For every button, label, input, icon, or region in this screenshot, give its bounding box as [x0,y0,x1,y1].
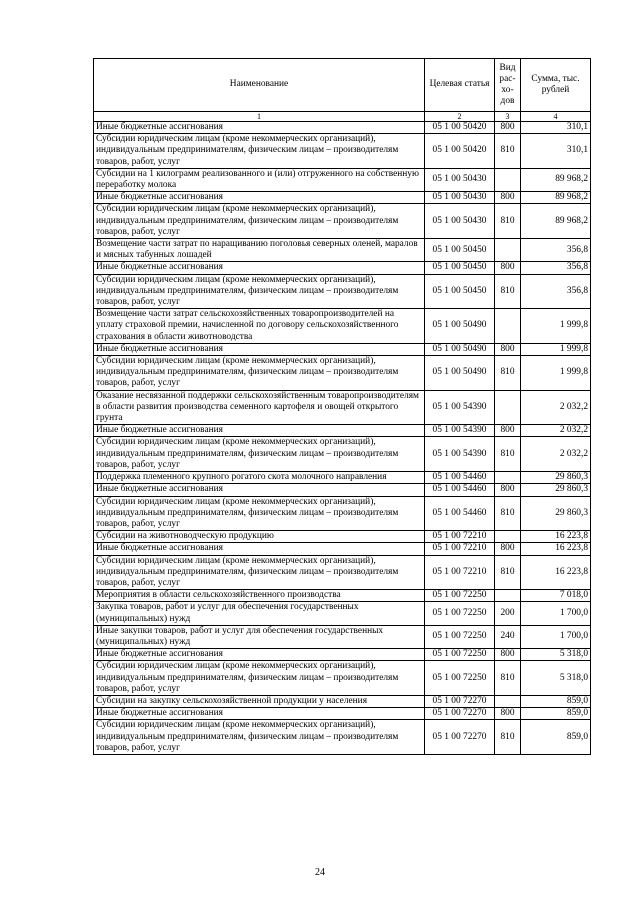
table-row [94,134,591,169]
cell-expense-type: 800 [495,543,521,555]
cell-sum: 7 018,0 [521,590,591,602]
cell-name: Субсидии на животноводческую продукцию [94,531,425,543]
cell-sum: 1 999,8 [521,309,591,344]
cell-expense-type: 810 [495,134,521,169]
cell-name: Субсидии на 1 килограмм реализованного и (или) отгруженного на собственную переработку молока [94,168,425,191]
cell-name: Субсидии на закупку сельскохозяйственной продукции у населения [94,695,425,707]
table-row [94,590,591,602]
cell-target-article: 05 1 00 54460 [425,484,495,496]
table-row [94,708,591,720]
cell-expense-type [495,390,521,425]
cell-sum: 356,8 [521,239,591,262]
cell-expense-type: 810 [495,496,521,531]
table-row [94,192,591,204]
table-row [94,555,591,590]
table-row [94,472,591,484]
cell-target-article: 05 1 00 54390 [425,390,495,425]
cell-name: Субсидии юридическим лицам (кроме некоммерческих организаций), индивидуальным предпринимателям, физическим лицам – производителям товаров, работ, услуг [94,437,425,472]
budget-table [93,58,591,755]
table-row [94,204,591,239]
cell-target-article: 05 1 00 72210 [425,543,495,555]
cell-expense-type [495,590,521,602]
cell-target-article: 05 1 00 72210 [425,555,495,590]
cell-name: Субсидии юридическим лицам (кроме некоммерческих организаций), индивидуальным предпринимателям, физическим лицам – производителям товаров, работ, услуг [94,661,425,696]
table-row [94,543,591,555]
cell-name: Субсидии юридическим лицам (кроме некоммерческих организаций), индивидуальным предпринимателям, физическим лицам – производителям товаров, работ, услуг [94,496,425,531]
cell-target-article: 05 1 00 72270 [425,708,495,720]
table-row [94,437,591,472]
cell-target-article: 05 1 00 50420 [425,122,495,134]
column-number: 2 [425,112,495,122]
cell-sum: 1 700,0 [521,625,591,648]
cell-target-article: 05 1 00 72270 [425,695,495,707]
cell-name: Оказание несвязанной поддержки сельскохозяйственным товаропроизводителям в области развития производства семенного картофеля и овощей открытого грунта [94,390,425,425]
cell-expense-type: 800 [495,649,521,661]
cell-target-article: 05 1 00 50450 [425,274,495,309]
table-row [94,390,591,425]
cell-name: Иные бюджетные ассигнования [94,649,425,661]
cell-expense-type [495,695,521,707]
cell-expense-type: 800 [495,122,521,134]
cell-expense-type [495,239,521,262]
column-number: 3 [495,112,521,122]
cell-expense-type: 810 [495,555,521,590]
cell-name: Закупка товаров, работ и услуг для обеспечения государственных (муниципальных) нужд [94,602,425,625]
table-row [94,484,591,496]
cell-expense-type: 200 [495,602,521,625]
cell-expense-type [495,168,521,191]
cell-sum: 356,8 [521,274,591,309]
cell-target-article: 05 1 00 72250 [425,602,495,625]
table-row [94,625,591,648]
table-row [94,531,591,543]
table-row [94,496,591,531]
cell-sum: 16 223,8 [521,555,591,590]
cell-target-article: 05 1 00 50490 [425,309,495,344]
cell-expense-type: 800 [495,425,521,437]
table-row [94,661,591,696]
cell-sum: 859,0 [521,695,591,707]
cell-expense-type: 800 [495,708,521,720]
cell-sum: 2 032,2 [521,390,591,425]
cell-sum: 310,1 [521,122,591,134]
cell-target-article: 05 1 00 50490 [425,356,495,391]
cell-name: Иные бюджетные ассигнования [94,708,425,720]
cell-expense-type: 800 [495,484,521,496]
cell-name: Субсидии юридическим лицам (кроме некоммерческих организаций), индивидуальным предпринимателям, физическим лицам – производителям товаров, работ, услуг [94,134,425,169]
table-row [94,649,591,661]
cell-expense-type: 810 [495,356,521,391]
cell-sum: 356,8 [521,262,591,274]
table-row [94,602,591,625]
table-body [94,122,591,755]
cell-target-article: 05 1 00 72250 [425,625,495,648]
table-row [94,720,591,755]
cell-expense-type: 810 [495,204,521,239]
cell-name: Иные бюджетные ассигнования [94,425,425,437]
header-name: Наименование [94,59,425,112]
cell-sum: 1 999,8 [521,356,591,391]
header-sum: Сумма, тыс. рублей [521,59,591,112]
cell-sum: 16 223,8 [521,543,591,555]
cell-name: Субсидии юридическим лицам (кроме некоммерческих организаций), индивидуальным предпринимателям, физическим лицам – производителям товаров, работ, услуг [94,720,425,755]
cell-expense-type: 800 [495,192,521,204]
cell-target-article: 05 1 00 72250 [425,649,495,661]
cell-sum: 1 700,0 [521,602,591,625]
cell-name: Субсидии юридическим лицам (кроме некоммерческих организаций), индивидуальным предпринимателям, физическим лицам – производителям товаров, работ, услуг [94,204,425,239]
cell-target-article: 05 1 00 72250 [425,590,495,602]
table-row [94,168,591,191]
table-row [94,309,591,344]
cell-expense-type [495,309,521,344]
cell-target-article: 05 1 00 50420 [425,134,495,169]
cell-name: Субсидии юридическим лицам (кроме некоммерческих организаций), индивидуальным предпринимателям, физическим лицам – производителям товаров, работ, услуг [94,356,425,391]
cell-name: Иные бюджетные ассигнования [94,262,425,274]
cell-name: Иные бюджетные ассигнования [94,543,425,555]
cell-sum: 29 860,3 [521,472,591,484]
cell-target-article: 05 1 00 50450 [425,239,495,262]
cell-name: Иные бюджетные ассигнования [94,192,425,204]
cell-target-article: 05 1 00 54460 [425,496,495,531]
cell-name: Поддержка племенного крупного рогатого скота молочного направления [94,472,425,484]
cell-expense-type: 240 [495,625,521,648]
page-number: 24 [315,867,325,878]
table-row [94,239,591,262]
cell-expense-type: 810 [495,661,521,696]
table-row [94,122,591,134]
table-row [94,695,591,707]
cell-name: Иные бюджетные ассигнования [94,484,425,496]
cell-sum: 29 860,3 [521,496,591,531]
table-row [94,356,591,391]
cell-expense-type: 810 [495,437,521,472]
column-number: 4 [521,112,591,122]
table-row [94,425,591,437]
table-row [94,343,591,355]
cell-target-article: 05 1 00 54390 [425,425,495,437]
cell-sum: 5 318,0 [521,649,591,661]
cell-sum: 89 968,2 [521,168,591,191]
cell-sum: 29 860,3 [521,484,591,496]
cell-name: Иные закупки товаров, работ и услуг для обеспечения государственных (муниципальных) нужд [94,625,425,648]
cell-expense-type: 810 [495,274,521,309]
cell-sum: 2 032,2 [521,425,591,437]
cell-expense-type [495,531,521,543]
cell-sum: 859,0 [521,708,591,720]
column-number-row [94,112,591,122]
table-row [94,274,591,309]
cell-expense-type: 800 [495,343,521,355]
cell-sum: 89 968,2 [521,204,591,239]
cell-target-article: 05 1 00 54390 [425,437,495,472]
cell-sum: 16 223,8 [521,531,591,543]
cell-expense-type [495,472,521,484]
cell-name: Субсидии юридическим лицам (кроме некоммерческих организаций), индивидуальным предпринимателям, физическим лицам – производителям товаров, работ, услуг [94,274,425,309]
cell-sum: 5 318,0 [521,661,591,696]
cell-expense-type: 800 [495,262,521,274]
cell-target-article: 05 1 00 50430 [425,168,495,191]
cell-target-article: 05 1 00 50430 [425,204,495,239]
cell-sum: 310,1 [521,134,591,169]
cell-sum: 859,0 [521,720,591,755]
cell-sum: 1 999,8 [521,343,591,355]
column-number: 1 [94,112,425,122]
cell-name: Возмещение части затрат сельскохозяйственных товаропроизводителей на уплату страховой премии, начисленной по договору сельскохозяйственного страхования в области животноводства [94,309,425,344]
table-row [94,262,591,274]
cell-target-article: 05 1 00 54460 [425,472,495,484]
cell-sum: 2 032,2 [521,437,591,472]
cell-name: Иные бюджетные ассигнования [94,122,425,134]
cell-target-article: 05 1 00 50450 [425,262,495,274]
cell-name: Субсидии юридическим лицам (кроме некоммерческих организаций), индивидуальным предпринимателям, физическим лицам – производителям товаров, работ, услуг [94,555,425,590]
header-target-article: Целевая статья [425,59,495,112]
header-expense-type: Вид рас- хо- дов [495,59,521,112]
cell-target-article: 05 1 00 72210 [425,531,495,543]
cell-target-article: 05 1 00 72270 [425,720,495,755]
cell-sum: 89 968,2 [521,192,591,204]
table-header-row [94,59,591,112]
cell-target-article: 05 1 00 50490 [425,343,495,355]
cell-target-article: 05 1 00 50430 [425,192,495,204]
cell-expense-type: 810 [495,720,521,755]
cell-target-article: 05 1 00 72250 [425,661,495,696]
cell-name: Иные бюджетные ассигнования [94,343,425,355]
cell-name: Мероприятия в области сельскохозяйственного производства [94,590,425,602]
cell-name: Возмещение части затрат по наращиванию поголовья северных оленей, маралов и мясных табунных лошадей [94,239,425,262]
